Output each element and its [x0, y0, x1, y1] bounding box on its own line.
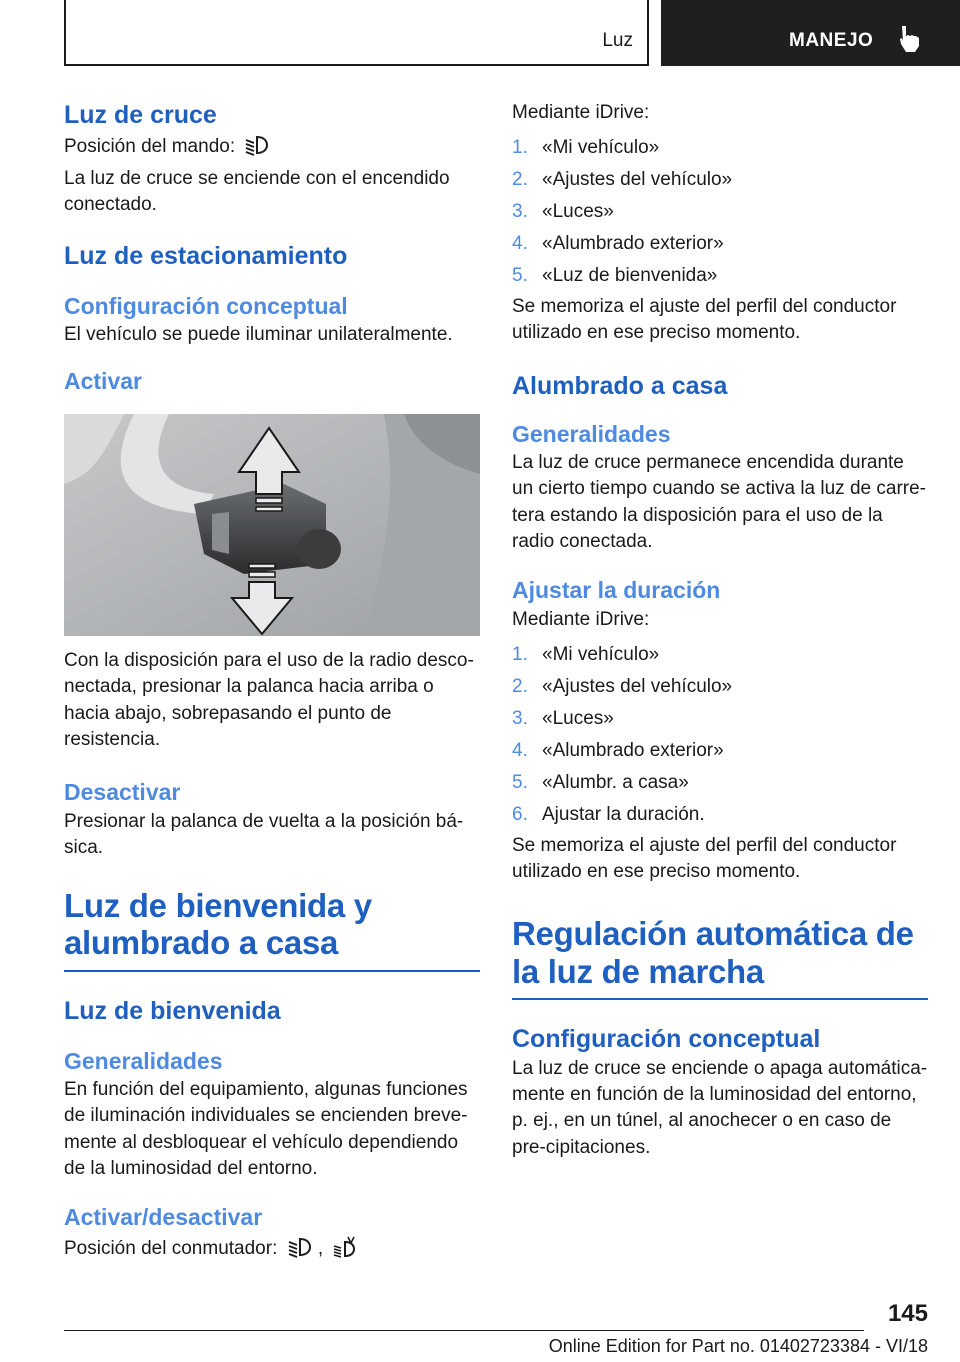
- paragraph-configuracion: El vehículo se puede iluminar unilateralmente.: [64, 324, 453, 346]
- icon-separator: ,: [317, 1237, 324, 1259]
- paragraph-generalidades: En función del equipamiento, algunas funciones de iluminación individuales se encienden breve‐mente al desbloquear el vehículo dependiendo de la luminosidad del entorno.: [64, 1079, 468, 1179]
- pointing-hand-icon: [897, 24, 923, 54]
- posicion-conmutador-text: Posición del conmutador:: [64, 1237, 278, 1259]
- list-item: 5. «Alumbr. a casa»: [512, 771, 689, 793]
- paragraph-memoriza-1: Se memoriza el ajuste del perfil del conductor utilizado en ese preciso momento.: [512, 296, 897, 344]
- turn-signal-lever-illustration: [64, 414, 480, 636]
- list-item: 3. «Luces»: [512, 201, 614, 223]
- idrive-steps-list-1: [512, 132, 928, 292]
- list-item: 2. «Ajustes del vehículo»: [512, 169, 733, 191]
- list-item: 6. Ajustar la duración.: [512, 803, 705, 825]
- paragraph-posicion-conmutador: [64, 1236, 480, 1262]
- list-item: 4. «Alumbrado exterior»: [512, 739, 724, 761]
- heading-configuracion: Configuración conceptual: [64, 292, 348, 319]
- header-section-box: [64, 0, 649, 66]
- automatic-low-beam-icon: [332, 1236, 358, 1258]
- list-item: 5. «Luz de bienvenida»: [512, 265, 718, 287]
- low-beam-icon: [244, 134, 270, 156]
- paragraph-desactivar: Presionar la palanca de vuelta a la posición bá‐sica.: [64, 810, 464, 858]
- list-item: 4. «Alumbrado exterior»: [512, 233, 724, 255]
- heading-activar-desactivar: Activar/desactivar: [64, 1204, 263, 1230]
- list-item: 2. «Ajustes del vehículo»: [512, 675, 733, 697]
- paragraph-generalidades-right: La luz de cruce permanece encendida durante un cierto tiempo cuando se activa la luz de carre‐tera estando la disposición para el uso de la radio conectada.: [512, 452, 926, 552]
- left-column: [64, 100, 480, 1262]
- paragraph-activar: Con la disposición para el uso de la radio desco‐nectada, presionar la palanca hacia arriba o hacia abajo, sobrepasando el punto de resistencia.: [64, 650, 474, 750]
- heading-luz-de-cruce: Luz de cruce: [64, 101, 217, 129]
- idrive-steps-list-2: [512, 639, 928, 831]
- heading-estacionamiento: Luz de estacionamiento: [64, 241, 348, 270]
- page-number: 145: [887, 1300, 928, 1327]
- list-item: 3. «Luces»: [512, 707, 614, 729]
- right-column: [512, 100, 928, 1161]
- section-rule: [64, 970, 480, 972]
- footer-rule: [64, 1330, 864, 1331]
- paragraph-configuracion-right: La luz de cruce se enciende o apaga automática‐mente en función de la luminosidad del entorno, p. ej., en un túnel, al anochecer o en caso de pre‐cipitaciones.: [512, 1057, 928, 1158]
- list-item: 1. «Mi vehículo»: [512, 137, 660, 159]
- header-section-title: Luz: [602, 30, 633, 51]
- paragraph-luz-cruce: La luz de cruce se enciende con el encendido conectado.: [64, 168, 450, 216]
- posicion-mando-text: Posición del mando:: [64, 136, 236, 157]
- paragraph-posicion-mando: [64, 134, 480, 160]
- list-item: 1. «Mi vehículo»: [512, 643, 660, 665]
- lever-drawing: [64, 414, 480, 636]
- heading-regulacion-automatica: Regulación automática de la luz de marcha: [512, 915, 914, 990]
- footer-edition: Online Edition for Part no. 01402723384 - VI/18: [548, 1336, 928, 1356]
- section-rule: [512, 998, 928, 1000]
- heading-activar: Activar: [64, 368, 142, 395]
- heading-luz-bienvenida: Luz de bienvenida: [64, 996, 281, 1025]
- header-chapter-tab: [661, 0, 960, 66]
- heading-configuracion-right: Configuración conceptual: [512, 1024, 821, 1053]
- heading-ajustar-duracion: Ajustar la duración: [512, 577, 721, 604]
- heading-generalidades: Generalidades: [64, 1047, 223, 1074]
- low-beam-icon: [287, 1236, 313, 1258]
- heading-generalidades-right: Generalidades: [512, 420, 671, 447]
- header-chapter-title: MANEJO: [789, 30, 874, 51]
- heading-alumbrado-a-casa: Alumbrado a casa: [512, 371, 728, 400]
- heading-desactivar: Desactivar: [64, 778, 181, 805]
- heading-bienvenida-alumbrado: Luz de bienvenida y alumbrado a casa: [64, 886, 372, 962]
- paragraph-mediante-idrive-1: Mediante iDrive:: [512, 102, 650, 123]
- paragraph-mediante-idrive-2: Mediante iDrive:: [512, 608, 650, 630]
- paragraph-memoriza-2: Se memoriza el ajuste del perfil del conductor utilizado en ese preciso momento.: [512, 834, 897, 883]
